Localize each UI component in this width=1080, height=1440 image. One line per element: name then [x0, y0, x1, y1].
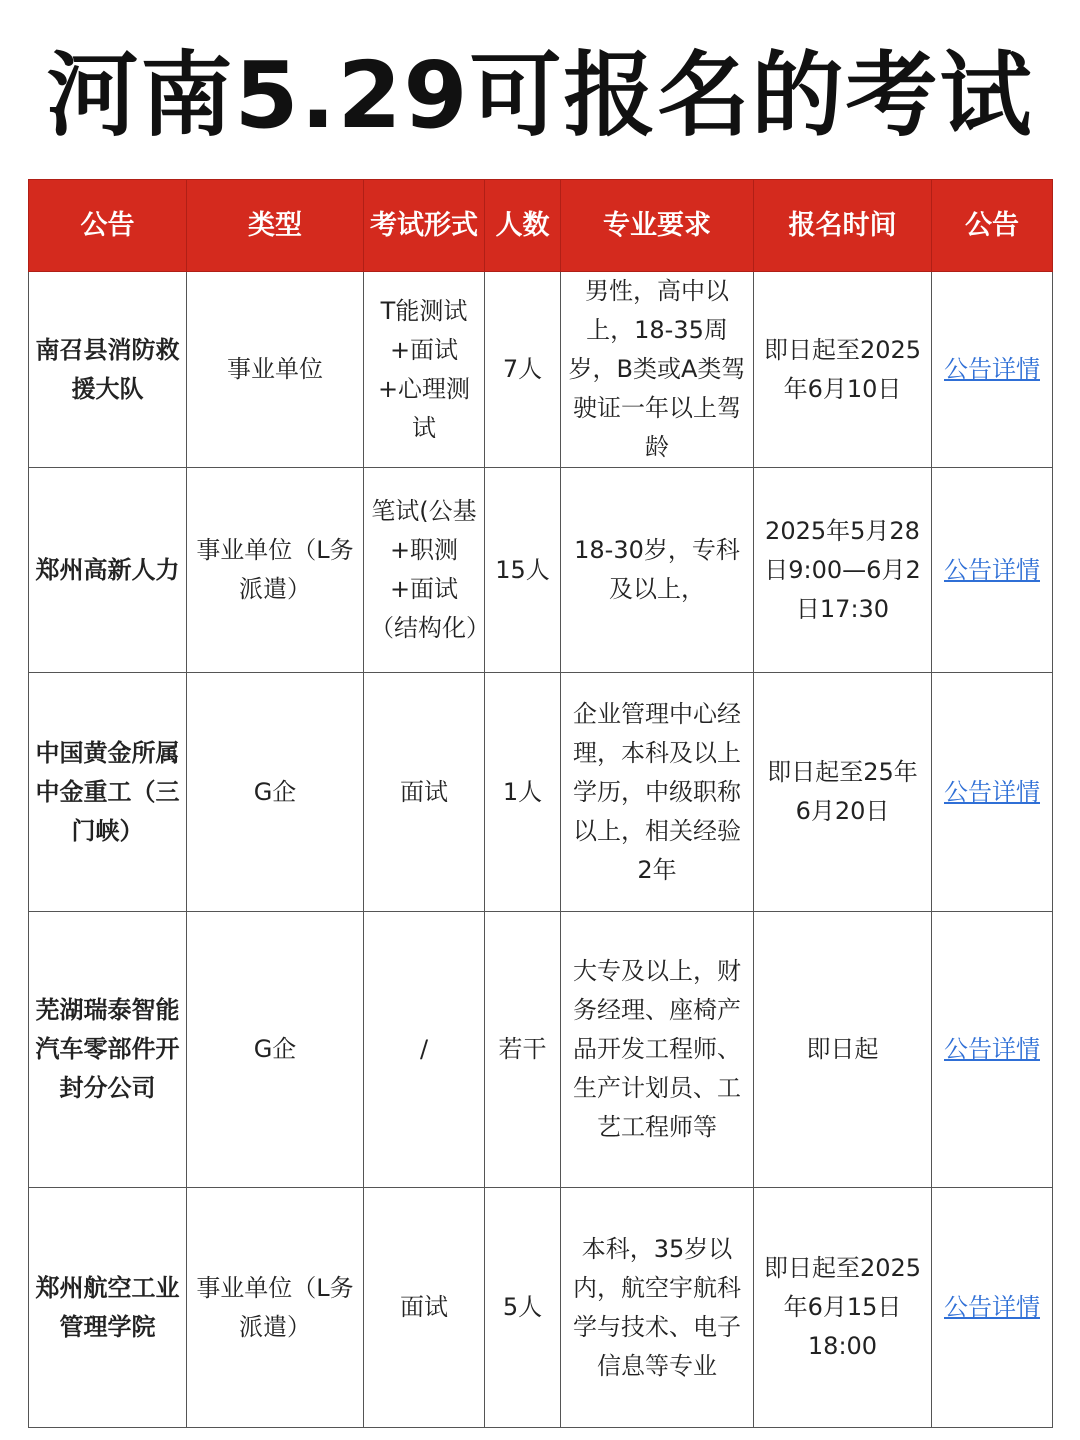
exam-cell: 面试: [364, 1188, 485, 1428]
link-cell: [932, 272, 1053, 468]
table-row: [29, 468, 1053, 673]
count-cell: 15人: [485, 468, 561, 673]
page-title: 河南5.29可报名的考试: [46, 42, 1034, 149]
requirements-cell: 企业管理中心经理，本科及以上学历，中级职称以上，相关经验2年: [561, 673, 754, 912]
time-cell: 即日起至2025年6月10日: [754, 272, 932, 468]
header-count: 人数: [485, 180, 561, 272]
type-cell: 事业单位: [187, 272, 364, 468]
type-cell: 事业单位（L务派遣）: [187, 468, 364, 673]
header-registration-time: 报名时间: [754, 180, 932, 272]
exam-cell: T能测试+面试+心理测试: [364, 272, 485, 468]
count-cell: 1人: [485, 673, 561, 912]
type-cell: G企: [187, 673, 364, 912]
header-notice-link: 公告: [932, 180, 1053, 272]
table-row: [29, 272, 1053, 468]
notice-detail-link[interactable]: 公告详情: [944, 1293, 1040, 1321]
exam-cell: 面试: [364, 673, 485, 912]
table-header-row: [29, 180, 1053, 272]
count-cell: 5人: [485, 1188, 561, 1428]
count-cell: 若干: [485, 912, 561, 1188]
org-cell: 芜湖瑞泰智能汽车零部件开封分公司: [29, 912, 187, 1188]
requirements-cell: 男性，高中以上，18-35周岁，B类或A类驾驶证一年以上驾龄: [561, 272, 754, 468]
requirements-cell: 18-30岁，专科及以上，: [561, 468, 754, 673]
time-cell: 即日起: [754, 912, 932, 1188]
type-cell: G企: [187, 912, 364, 1188]
time-cell: 2025年5月28日9:00—6月2日17:30: [754, 468, 932, 673]
exam-table: [28, 179, 1053, 1428]
table-row: [29, 912, 1053, 1188]
header-exam-form: 考试形式: [364, 180, 485, 272]
exam-cell: /: [364, 912, 485, 1188]
link-cell: [932, 912, 1053, 1188]
header-requirements: 专业要求: [561, 180, 754, 272]
link-cell: [932, 673, 1053, 912]
org-cell: 南召县消防救援大队: [29, 272, 187, 468]
header-type: 类型: [187, 180, 364, 272]
org-cell: 中国黄金所属中金重工（三门峡）: [29, 673, 187, 912]
notice-detail-link[interactable]: 公告详情: [944, 555, 1040, 584]
table-row: [29, 1188, 1053, 1428]
exam-cell: 笔试(公基+职测+面试（结构化）: [364, 468, 485, 673]
link-cell: [932, 1188, 1053, 1428]
time-cell: 即日起至2025年6月15日18:00: [754, 1188, 932, 1428]
notice-detail-link[interactable]: 公告详情: [944, 777, 1040, 806]
type-cell: 事业单位（L务派遣）: [187, 1188, 364, 1428]
requirements-cell: 大专及以上，财务经理、座椅产品开发工程师、生产计划员、工艺工程师等: [561, 912, 754, 1188]
time-cell: 即日起至25年6月20日: [754, 673, 932, 912]
org-cell: 郑州高新人力: [29, 468, 187, 673]
link-cell: [932, 468, 1053, 673]
table-row: [29, 673, 1053, 912]
notice-detail-link[interactable]: 公告详情: [944, 355, 1040, 383]
count-cell: 7人: [485, 272, 561, 468]
header-notice: 公告: [29, 180, 187, 272]
requirements-cell: 本科，35岁以内，航空宇航科学与技术、电子信息等专业: [561, 1188, 754, 1428]
org-cell: 郑州航空工业管理学院: [29, 1188, 187, 1428]
notice-detail-link[interactable]: 公告详情: [944, 1035, 1040, 1063]
